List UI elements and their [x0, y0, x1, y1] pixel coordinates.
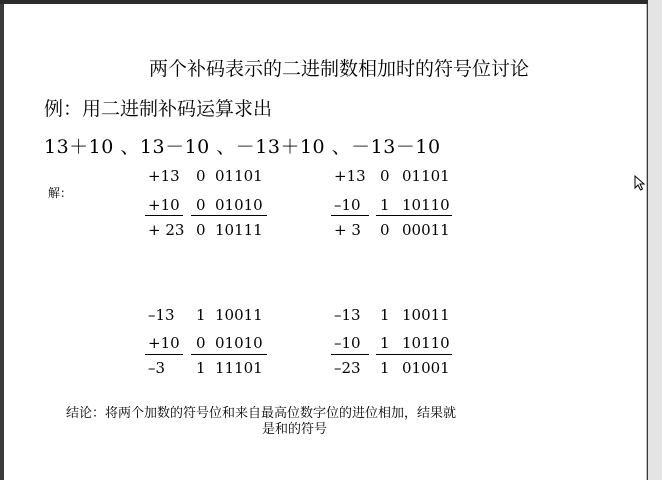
- operand-b-bits: 10110: [402, 334, 450, 352]
- result-decimal: –3: [148, 359, 166, 377]
- result-bits: 01001: [402, 359, 450, 377]
- result-bits: 00011: [402, 221, 450, 239]
- slide-title: 两个补码表示的二进制数相加时的符号位讨论: [149, 58, 530, 80]
- conclusion-text-continued: 是和的符号: [262, 422, 328, 437]
- conclusion-text: 结论：将两个加数的符号位和来自最高位数字位的进位相加，结果就: [66, 406, 457, 421]
- operand-b-bits: 01010: [215, 196, 263, 214]
- slide-canvas: [4, 4, 647, 480]
- operand-a-sign: 0: [196, 167, 206, 185]
- operand-b-sign: 1: [380, 196, 390, 214]
- operand-a-sign: 1: [196, 306, 206, 324]
- operand-b-decimal: +10: [148, 196, 180, 214]
- operand-a-bits: 01101: [402, 167, 450, 185]
- operand-a-sign: 1: [380, 306, 390, 324]
- operand-b-sign: 0: [196, 334, 206, 352]
- sum-line: [191, 354, 267, 355]
- result-bits: 10111: [215, 221, 263, 239]
- side-panel: [648, 0, 662, 480]
- mouse-cursor-icon: [634, 175, 646, 191]
- operand-a-bits: 10011: [402, 306, 450, 324]
- sum-line: [376, 354, 452, 355]
- operand-a-bits: 01101: [215, 167, 263, 185]
- example-text: 例：用二进制补码运算求出: [44, 98, 273, 120]
- sum-line: [331, 354, 369, 355]
- operand-a-sign: 0: [380, 167, 390, 185]
- expression-list: 13＋10 、13－10 、－13＋10 、－13－10: [44, 136, 441, 158]
- operand-b-sign: 1: [380, 334, 390, 352]
- sum-line: [145, 215, 183, 216]
- solution-label: 解：: [48, 186, 73, 200]
- result-sign: 0: [196, 221, 206, 239]
- result-sign: 1: [196, 359, 206, 377]
- operand-a-decimal: +13: [148, 167, 180, 185]
- operand-b-sign: 0: [196, 196, 206, 214]
- result-decimal: + 23: [148, 221, 185, 239]
- operand-b-bits: 01010: [215, 334, 263, 352]
- operand-a-decimal: –13: [334, 306, 361, 324]
- operand-a-decimal: –13: [148, 306, 175, 324]
- sum-line: [376, 215, 452, 216]
- operand-b-decimal: +10: [148, 334, 180, 352]
- sum-line: [191, 215, 267, 216]
- result-sign: 1: [380, 359, 390, 377]
- sum-line: [145, 354, 183, 355]
- operand-a-decimal: +13: [334, 167, 366, 185]
- result-bits: 11101: [215, 359, 263, 377]
- operand-a-bits: 10011: [215, 306, 263, 324]
- operand-b-decimal: –10: [334, 196, 361, 214]
- result-decimal: –23: [334, 359, 361, 377]
- operand-b-decimal: –10: [334, 334, 361, 352]
- result-decimal: + 3: [334, 221, 361, 239]
- result-sign: 0: [380, 221, 390, 239]
- operand-b-bits: 10110: [402, 196, 450, 214]
- sum-line: [331, 215, 369, 216]
